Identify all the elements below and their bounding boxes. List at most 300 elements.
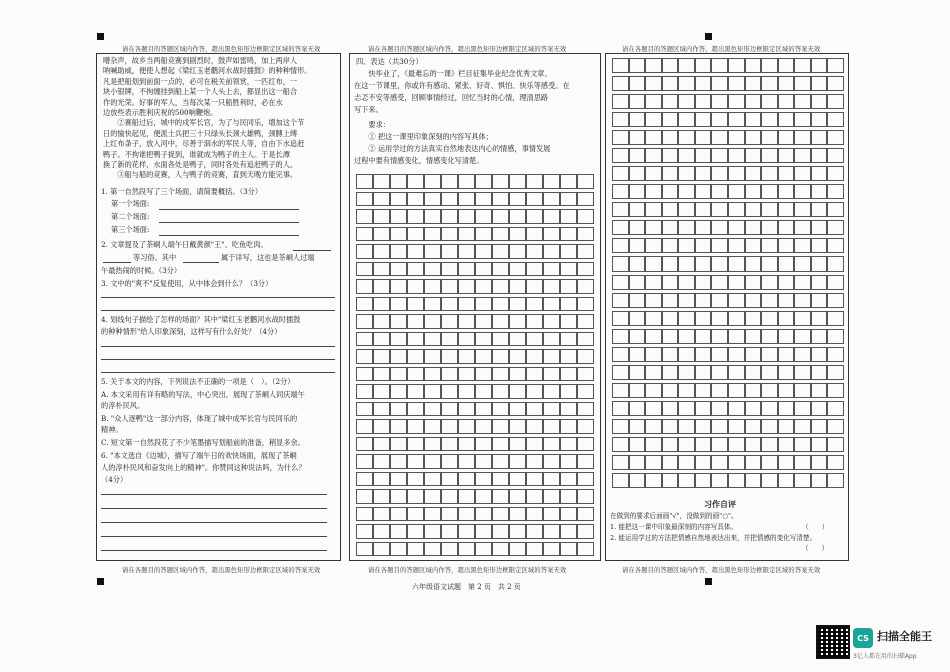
- grid-cell[interactable]: [794, 130, 811, 145]
- grid-cell[interactable]: [711, 419, 728, 434]
- grid-cell[interactable]: [811, 383, 828, 398]
- grid-cell[interactable]: [560, 174, 577, 189]
- grid-cell[interactable]: [811, 238, 828, 253]
- grid-cell[interactable]: [373, 227, 390, 242]
- grid-cell[interactable]: [612, 293, 629, 308]
- grid-cell[interactable]: [441, 227, 458, 242]
- grid-cell[interactable]: [745, 383, 762, 398]
- grid-cell[interactable]: [745, 419, 762, 434]
- grid-cell[interactable]: [711, 311, 728, 326]
- grid-cell[interactable]: [778, 437, 795, 452]
- grid-cell[interactable]: [577, 402, 594, 417]
- grid-cell[interactable]: [373, 454, 390, 469]
- grid-cell[interactable]: [407, 262, 424, 277]
- grid-cell[interactable]: [711, 148, 728, 163]
- grid-cell[interactable]: [543, 402, 560, 417]
- self-evaluation-checkbox[interactable]: （ ）: [802, 544, 829, 552]
- answer-line[interactable]: [101, 359, 335, 360]
- grid-cell[interactable]: [373, 244, 390, 259]
- answer-line[interactable]: [101, 494, 327, 495]
- grid-cell[interactable]: [645, 184, 662, 199]
- grid-cell[interactable]: [526, 419, 543, 434]
- grid-cell[interactable]: [794, 184, 811, 199]
- grid-cell[interactable]: [424, 332, 441, 347]
- answer-line[interactable]: [101, 550, 327, 551]
- grid-cell[interactable]: [629, 293, 646, 308]
- grid-cell[interactable]: [695, 76, 712, 91]
- grid-cell[interactable]: [441, 489, 458, 504]
- grid-cell[interactable]: [629, 220, 646, 235]
- grid-cell[interactable]: [629, 437, 646, 452]
- grid-cell[interactable]: [356, 227, 373, 242]
- grid-cell[interactable]: [492, 419, 509, 434]
- grid-cell[interactable]: [492, 489, 509, 504]
- grid-cell[interactable]: [662, 293, 679, 308]
- grid-cell[interactable]: [441, 384, 458, 399]
- grid-cell[interactable]: [424, 244, 441, 259]
- grid-cell[interactable]: [811, 94, 828, 109]
- grid-cell[interactable]: [543, 367, 560, 382]
- grid-cell[interactable]: [543, 174, 560, 189]
- grid-cell[interactable]: [827, 166, 844, 181]
- grid-cell[interactable]: [778, 311, 795, 326]
- grid-cell[interactable]: [728, 329, 745, 344]
- grid-cell[interactable]: [492, 262, 509, 277]
- grid-cell[interactable]: [645, 365, 662, 380]
- grid-cell[interactable]: [778, 419, 795, 434]
- grid-cell[interactable]: [645, 130, 662, 145]
- grid-cell[interactable]: [458, 472, 475, 487]
- grid-cell[interactable]: [827, 455, 844, 470]
- grid-cell[interactable]: [475, 192, 492, 207]
- grid-cell[interactable]: [492, 402, 509, 417]
- grid-cell[interactable]: [577, 349, 594, 364]
- grid-cell[interactable]: [662, 401, 679, 416]
- grid-cell[interactable]: [745, 311, 762, 326]
- grid-cell[interactable]: [745, 148, 762, 163]
- grid-cell[interactable]: [526, 297, 543, 312]
- grid-cell[interactable]: [612, 455, 629, 470]
- grid-cell[interactable]: [728, 202, 745, 217]
- grid-cell[interactable]: [711, 347, 728, 362]
- grid-cell[interactable]: [458, 367, 475, 382]
- grid-cell[interactable]: [728, 184, 745, 199]
- grid-cell[interactable]: [458, 507, 475, 522]
- grid-cell[interactable]: [543, 349, 560, 364]
- grid-cell[interactable]: [373, 314, 390, 329]
- grid-cell[interactable]: [745, 256, 762, 271]
- grid-cell[interactable]: [560, 209, 577, 224]
- grid-cell[interactable]: [695, 166, 712, 181]
- grid-cell[interactable]: [794, 419, 811, 434]
- grid-cell[interactable]: [390, 227, 407, 242]
- grid-cell[interactable]: [728, 220, 745, 235]
- grid-cell[interactable]: [492, 314, 509, 329]
- grid-cell[interactable]: [745, 473, 762, 488]
- grid-cell[interactable]: [458, 279, 475, 294]
- grid-cell[interactable]: [794, 455, 811, 470]
- grid-cell[interactable]: [424, 349, 441, 364]
- grid-cell[interactable]: [645, 166, 662, 181]
- grid-cell[interactable]: [827, 365, 844, 380]
- grid-cell[interactable]: [811, 347, 828, 362]
- grid-cell[interactable]: [492, 349, 509, 364]
- grid-cell[interactable]: [662, 455, 679, 470]
- grid-cell[interactable]: [543, 262, 560, 277]
- grid-cell[interactable]: [711, 112, 728, 127]
- grid-cell[interactable]: [407, 209, 424, 224]
- grid-cell[interactable]: [458, 262, 475, 277]
- grid-cell[interactable]: [761, 94, 778, 109]
- grid-cell[interactable]: [645, 347, 662, 362]
- grid-cell[interactable]: [373, 419, 390, 434]
- grid-cell[interactable]: [728, 437, 745, 452]
- grid-cell[interactable]: [794, 293, 811, 308]
- grid-cell[interactable]: [745, 76, 762, 91]
- grid-cell[interactable]: [794, 238, 811, 253]
- grid-cell[interactable]: [695, 455, 712, 470]
- grid-cell[interactable]: [560, 402, 577, 417]
- grid-cell[interactable]: [543, 314, 560, 329]
- grid-cell[interactable]: [629, 473, 646, 488]
- grid-cell[interactable]: [761, 58, 778, 73]
- grid-cell[interactable]: [441, 472, 458, 487]
- grid-cell[interactable]: [678, 437, 695, 452]
- grid-cell[interactable]: [811, 58, 828, 73]
- grid-cell[interactable]: [458, 332, 475, 347]
- grid-cell[interactable]: [475, 437, 492, 452]
- grid-cell[interactable]: [407, 454, 424, 469]
- answer-line[interactable]: [101, 346, 335, 347]
- grid-cell[interactable]: [543, 384, 560, 399]
- grid-cell[interactable]: [407, 419, 424, 434]
- grid-cell[interactable]: [761, 365, 778, 380]
- grid-cell[interactable]: [612, 401, 629, 416]
- grid-cell[interactable]: [711, 365, 728, 380]
- grid-cell[interactable]: [612, 130, 629, 145]
- grid-cell[interactable]: [761, 256, 778, 271]
- grid-cell[interactable]: [475, 507, 492, 522]
- grid-cell[interactable]: [356, 174, 373, 189]
- grid-cell[interactable]: [407, 437, 424, 452]
- grid-cell[interactable]: [662, 238, 679, 253]
- grid-cell[interactable]: [356, 332, 373, 347]
- grid-cell[interactable]: [827, 184, 844, 199]
- grid-cell[interactable]: [711, 437, 728, 452]
- grid-cell[interactable]: [728, 419, 745, 434]
- grid-cell[interactable]: [424, 367, 441, 382]
- grid-cell[interactable]: [695, 130, 712, 145]
- grid-cell[interactable]: [678, 383, 695, 398]
- grid-cell[interactable]: [458, 454, 475, 469]
- grid-cell[interactable]: [678, 293, 695, 308]
- grid-cell[interactable]: [373, 384, 390, 399]
- grid-cell[interactable]: [356, 297, 373, 312]
- grid-cell[interactable]: [711, 94, 728, 109]
- grid-cell[interactable]: [794, 437, 811, 452]
- grid-cell[interactable]: [526, 349, 543, 364]
- grid-cell[interactable]: [695, 256, 712, 271]
- grid-cell[interactable]: [543, 489, 560, 504]
- grid-cell[interactable]: [662, 148, 679, 163]
- grid-cell[interactable]: [458, 244, 475, 259]
- grid-cell[interactable]: [728, 148, 745, 163]
- grid-cell[interactable]: [811, 256, 828, 271]
- grid-cell[interactable]: [612, 311, 629, 326]
- grid-cell[interactable]: [356, 384, 373, 399]
- grid-cell[interactable]: [761, 130, 778, 145]
- grid-cell[interactable]: [629, 275, 646, 290]
- grid-cell[interactable]: [778, 130, 795, 145]
- grid-cell[interactable]: [407, 174, 424, 189]
- grid-cell[interactable]: [761, 455, 778, 470]
- grid-cell[interactable]: [526, 542, 543, 557]
- grid-cell[interactable]: [629, 58, 646, 73]
- grid-cell[interactable]: [509, 507, 526, 522]
- grid-cell[interactable]: [678, 256, 695, 271]
- grid-cell[interactable]: [612, 166, 629, 181]
- grid-cell[interactable]: [560, 367, 577, 382]
- grid-cell[interactable]: [728, 383, 745, 398]
- grid-cell[interactable]: [492, 437, 509, 452]
- grid-cell[interactable]: [356, 314, 373, 329]
- grid-cell[interactable]: [827, 94, 844, 109]
- grid-cell[interactable]: [492, 192, 509, 207]
- grid-cell[interactable]: [711, 166, 728, 181]
- grid-cell[interactable]: [492, 297, 509, 312]
- grid-cell[interactable]: [509, 542, 526, 557]
- grid-cell[interactable]: [711, 220, 728, 235]
- grid-cell[interactable]: [356, 437, 373, 452]
- grid-cell[interactable]: [577, 279, 594, 294]
- grid-cell[interactable]: [407, 192, 424, 207]
- grid-cell[interactable]: [560, 244, 577, 259]
- grid-cell[interactable]: [509, 524, 526, 539]
- grid-cell[interactable]: [662, 112, 679, 127]
- grid-cell[interactable]: [373, 192, 390, 207]
- grid-cell[interactable]: [560, 297, 577, 312]
- writing-grid[interactable]: [356, 174, 594, 556]
- grid-cell[interactable]: [492, 174, 509, 189]
- grid-cell[interactable]: [811, 473, 828, 488]
- grid-cell[interactable]: [662, 347, 679, 362]
- grid-cell[interactable]: [441, 402, 458, 417]
- grid-cell[interactable]: [778, 94, 795, 109]
- grid-cell[interactable]: [778, 112, 795, 127]
- grid-cell[interactable]: [373, 279, 390, 294]
- grid-cell[interactable]: [509, 244, 526, 259]
- grid-cell[interactable]: [424, 209, 441, 224]
- grid-cell[interactable]: [458, 192, 475, 207]
- answer-line[interactable]: [159, 222, 299, 223]
- grid-cell[interactable]: [543, 419, 560, 434]
- grid-cell[interactable]: [407, 244, 424, 259]
- grid-cell[interactable]: [662, 419, 679, 434]
- grid-cell[interactable]: [645, 383, 662, 398]
- grid-cell[interactable]: [492, 332, 509, 347]
- grid-cell[interactable]: [728, 401, 745, 416]
- grid-cell[interactable]: [678, 166, 695, 181]
- grid-cell[interactable]: [645, 311, 662, 326]
- grid-cell[interactable]: [475, 384, 492, 399]
- grid-cell[interactable]: [356, 192, 373, 207]
- grid-cell[interactable]: [577, 419, 594, 434]
- grid-cell[interactable]: [612, 275, 629, 290]
- grid-cell[interactable]: [778, 184, 795, 199]
- grid-cell[interactable]: [441, 262, 458, 277]
- grid-cell[interactable]: [492, 507, 509, 522]
- grid-cell[interactable]: [745, 437, 762, 452]
- grid-cell[interactable]: [441, 192, 458, 207]
- grid-cell[interactable]: [761, 148, 778, 163]
- grid-cell[interactable]: [794, 311, 811, 326]
- grid-cell[interactable]: [373, 297, 390, 312]
- grid-cell[interactable]: [827, 293, 844, 308]
- grid-cell[interactable]: [356, 209, 373, 224]
- grid-cell[interactable]: [612, 112, 629, 127]
- grid-cell[interactable]: [356, 279, 373, 294]
- grid-cell[interactable]: [695, 419, 712, 434]
- grid-cell[interactable]: [509, 174, 526, 189]
- grid-cell[interactable]: [441, 279, 458, 294]
- grid-cell[interactable]: [827, 58, 844, 73]
- grid-cell[interactable]: [761, 473, 778, 488]
- grid-cell[interactable]: [390, 542, 407, 557]
- grid-cell[interactable]: [662, 58, 679, 73]
- grid-cell[interactable]: [711, 275, 728, 290]
- grid-cell[interactable]: [629, 76, 646, 91]
- grid-cell[interactable]: [543, 209, 560, 224]
- grid-cell[interactable]: [678, 202, 695, 217]
- grid-cell[interactable]: [761, 202, 778, 217]
- grid-cell[interactable]: [827, 473, 844, 488]
- grid-cell[interactable]: [475, 314, 492, 329]
- grid-cell[interactable]: [778, 329, 795, 344]
- grid-cell[interactable]: [711, 202, 728, 217]
- grid-cell[interactable]: [543, 542, 560, 557]
- grid-cell[interactable]: [827, 220, 844, 235]
- grid-cell[interactable]: [407, 472, 424, 487]
- grid-cell[interactable]: [560, 314, 577, 329]
- grid-cell[interactable]: [407, 542, 424, 557]
- grid-cell[interactable]: [794, 112, 811, 127]
- self-evaluation-checkbox[interactable]: （ ）: [802, 523, 829, 531]
- grid-cell[interactable]: [509, 262, 526, 277]
- grid-cell[interactable]: [794, 202, 811, 217]
- grid-cell[interactable]: [356, 507, 373, 522]
- grid-cell[interactable]: [695, 293, 712, 308]
- grid-cell[interactable]: [678, 148, 695, 163]
- grid-cell[interactable]: [629, 148, 646, 163]
- grid-cell[interactable]: [373, 524, 390, 539]
- grid-cell[interactable]: [728, 365, 745, 380]
- grid-cell[interactable]: [827, 112, 844, 127]
- grid-cell[interactable]: [492, 244, 509, 259]
- grid-cell[interactable]: [794, 94, 811, 109]
- grid-cell[interactable]: [441, 297, 458, 312]
- grid-cell[interactable]: [577, 314, 594, 329]
- grid-cell[interactable]: [577, 227, 594, 242]
- grid-cell[interactable]: [678, 365, 695, 380]
- grid-cell[interactable]: [645, 293, 662, 308]
- grid-cell[interactable]: [373, 402, 390, 417]
- grid-cell[interactable]: [356, 524, 373, 539]
- grid-cell[interactable]: [728, 293, 745, 308]
- grid-cell[interactable]: [509, 454, 526, 469]
- grid-cell[interactable]: [761, 383, 778, 398]
- grid-cell[interactable]: [794, 256, 811, 271]
- grid-cell[interactable]: [645, 401, 662, 416]
- grid-cell[interactable]: [794, 220, 811, 235]
- grid-cell[interactable]: [560, 227, 577, 242]
- grid-cell[interactable]: [526, 244, 543, 259]
- grid-cell[interactable]: [662, 130, 679, 145]
- grid-cell[interactable]: [407, 297, 424, 312]
- grid-cell[interactable]: [441, 209, 458, 224]
- grid-cell[interactable]: [678, 311, 695, 326]
- grid-cell[interactable]: [645, 256, 662, 271]
- grid-cell[interactable]: [745, 58, 762, 73]
- answer-line[interactable]: [101, 372, 335, 373]
- grid-cell[interactable]: [612, 365, 629, 380]
- grid-cell[interactable]: [356, 542, 373, 557]
- grid-cell[interactable]: [629, 383, 646, 398]
- grid-cell[interactable]: [695, 329, 712, 344]
- grid-cell[interactable]: [728, 256, 745, 271]
- grid-cell[interactable]: [794, 383, 811, 398]
- grid-cell[interactable]: [373, 349, 390, 364]
- grid-cell[interactable]: [560, 192, 577, 207]
- grid-cell[interactable]: [356, 402, 373, 417]
- grid-cell[interactable]: [543, 297, 560, 312]
- grid-cell[interactable]: [827, 130, 844, 145]
- grid-cell[interactable]: [390, 297, 407, 312]
- grid-cell[interactable]: [475, 419, 492, 434]
- grid-cell[interactable]: [560, 384, 577, 399]
- grid-cell[interactable]: [441, 542, 458, 557]
- grid-cell[interactable]: [794, 473, 811, 488]
- grid-cell[interactable]: [424, 489, 441, 504]
- grid-cell[interactable]: [662, 76, 679, 91]
- grid-cell[interactable]: [645, 76, 662, 91]
- grid-cell[interactable]: [645, 112, 662, 127]
- grid-cell[interactable]: [629, 329, 646, 344]
- grid-cell[interactable]: [662, 473, 679, 488]
- grid-cell[interactable]: [695, 220, 712, 235]
- grid-cell[interactable]: [390, 472, 407, 487]
- grid-cell[interactable]: [745, 184, 762, 199]
- answer-line[interactable]: [103, 262, 131, 263]
- grid-cell[interactable]: [509, 227, 526, 242]
- grid-cell[interactable]: [794, 58, 811, 73]
- grid-cell[interactable]: [441, 507, 458, 522]
- grid-cell[interactable]: [492, 209, 509, 224]
- grid-cell[interactable]: [526, 192, 543, 207]
- grid-cell[interactable]: [827, 148, 844, 163]
- grid-cell[interactable]: [560, 349, 577, 364]
- grid-cell[interactable]: [441, 349, 458, 364]
- writing-grid[interactable]: [612, 58, 844, 488]
- grid-cell[interactable]: [424, 437, 441, 452]
- grid-cell[interactable]: [761, 184, 778, 199]
- grid-cell[interactable]: [761, 311, 778, 326]
- grid-cell[interactable]: [390, 489, 407, 504]
- grid-cell[interactable]: [526, 437, 543, 452]
- answer-line[interactable]: [159, 209, 299, 210]
- grid-cell[interactable]: [629, 347, 646, 362]
- grid-cell[interactable]: [811, 184, 828, 199]
- grid-cell[interactable]: [629, 455, 646, 470]
